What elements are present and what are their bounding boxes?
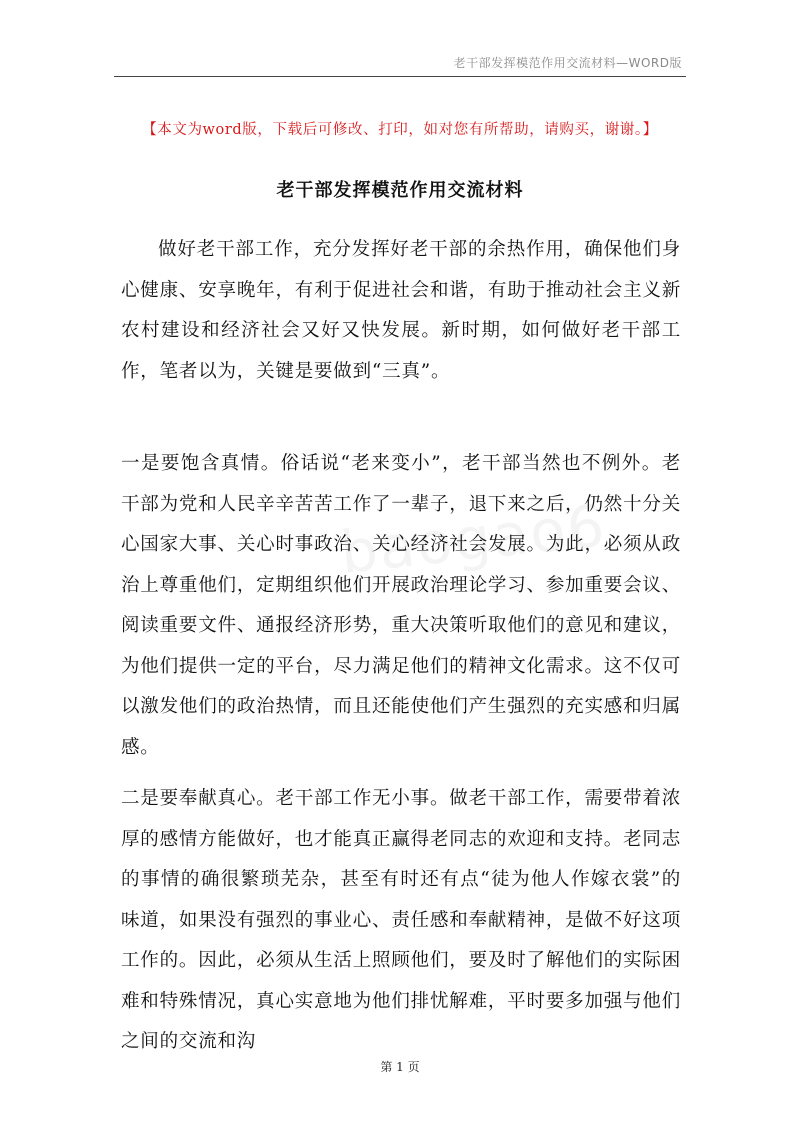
page-number: 第 1 页 <box>380 1060 420 1074</box>
paragraph-intro: 做好老干部工作，充分发挥好老干部的余热作用，确保他们身心健康、安享晚年，有利于促进社会和谐，有助于推动社会主义新农村建设和经济社会又好又快发展。新时期，如何做好老干部工作，笔者以为，关键是要做到“三真”。 <box>121 239 681 382</box>
download-notice: 【本文为word版，下载后可修改、打印，如对您有所帮助，请购买，谢谢。】 <box>142 122 658 138</box>
document-title: 老干部发挥模范作用交流材料 <box>276 180 524 201</box>
paragraph-point-two: 二是要奉献真心。老干部工作无小事。做老干部工作，需要带着浓厚的感情方能做好，也才能真正赢得老同志的欢迎和支持。老同志的事情的确很繁琐芜杂，甚至有时还有点“徒为他人作嫁衣裳”的味道，如果没有强烈的事业心、责任感和奉献精神，是做不好这项工作的。因此，必须从生活上照顾他们，要及时了解他们的实际困难和特殊情况，真心实意地为他们排忧解难，平时要多加强与他们之间的交流和沟 <box>121 788 681 1052</box>
paragraph-point-one: 一是要饱含真情。俗话说“老来变小”，老干部当然也不例外。老干部为党和人民辛辛苦苦工作了一辈子，退下来之后，仍然十分关心国家大事、关心时事政治、关心经济社会发展。为此，必须从政治上尊重他们，定期组织他们开展政治理论学习、参加重要会议、阅读重要文件、通报经济形势，重大决策听取他们的意见和建议，为他们提供一定的平台，尽力满足他们的精神文化需求。这不仅可以激发他们的政治热情，而且还能使他们产生强烈的充实感和归属感。 <box>121 453 681 758</box>
header-divider <box>114 76 686 77</box>
running-header: 老干部发挥模范作用交流材料—WORD版 <box>453 56 682 70</box>
